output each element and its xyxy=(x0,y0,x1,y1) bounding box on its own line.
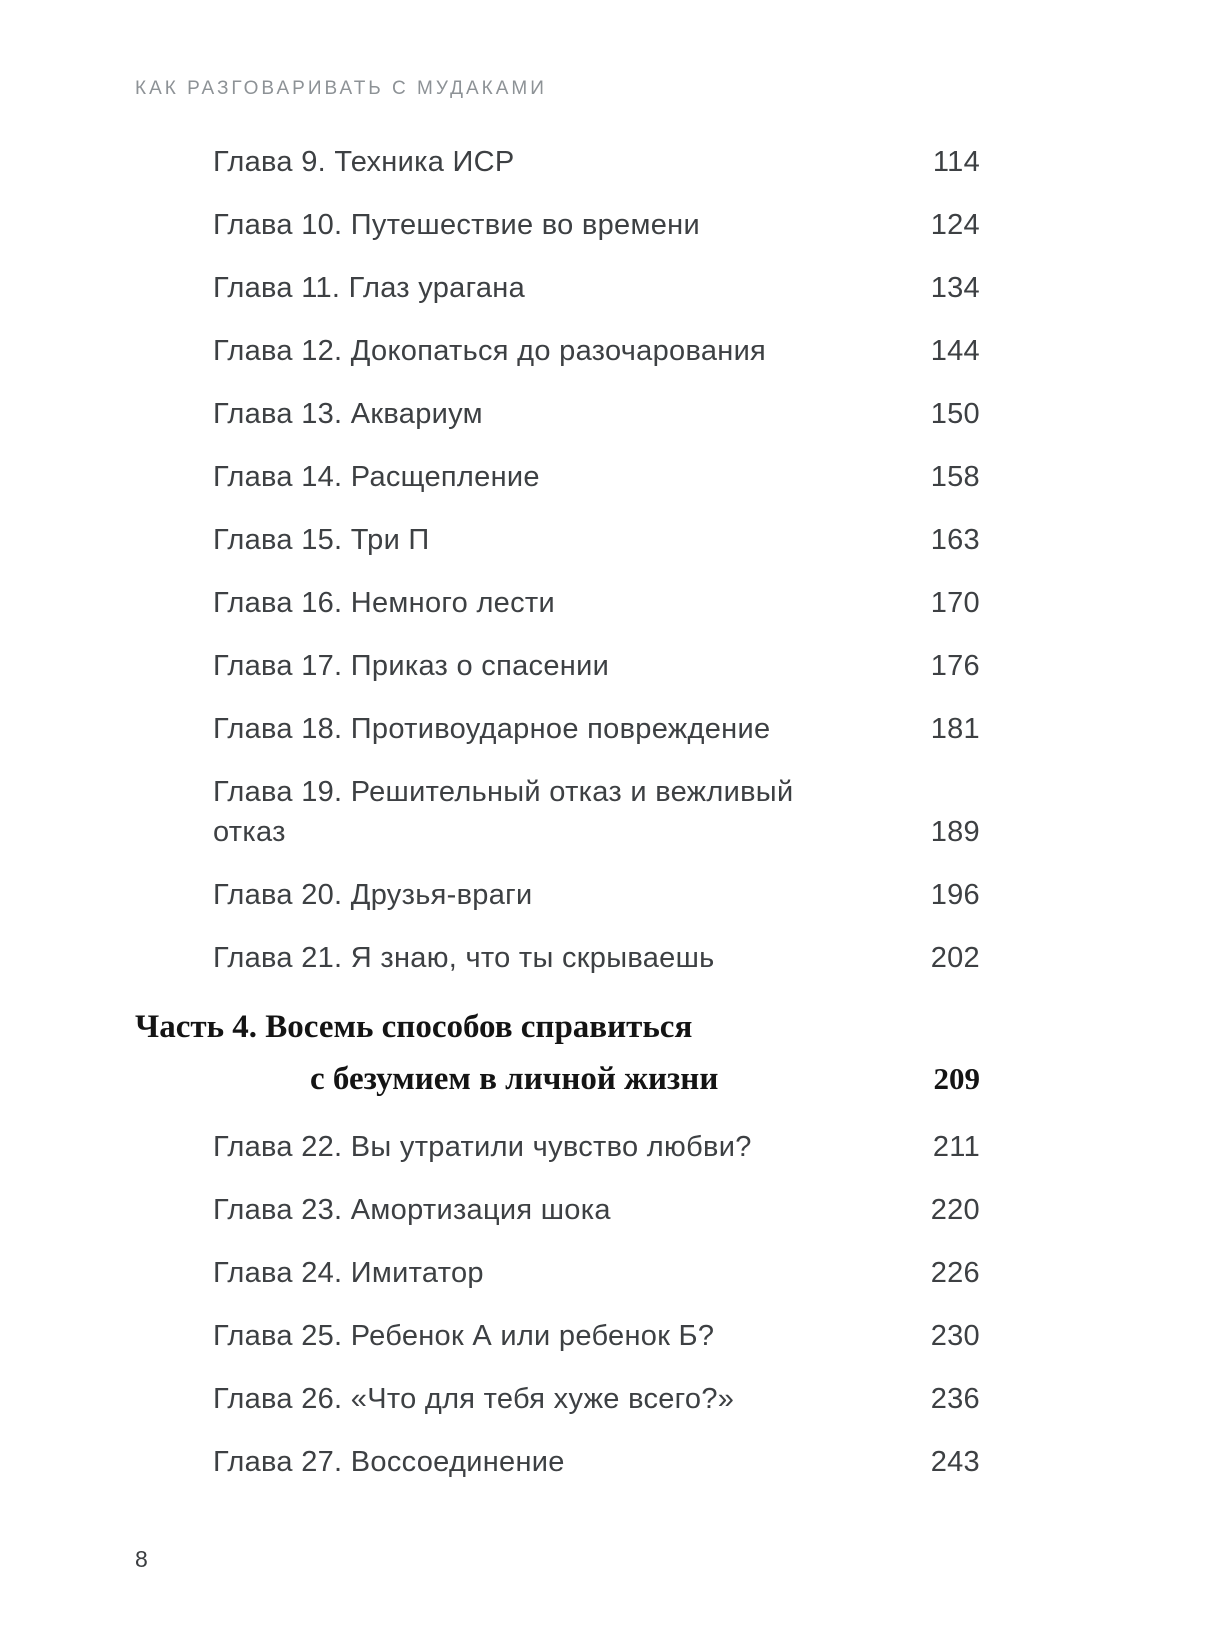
toc-entry-page: 226 xyxy=(930,1257,980,1289)
toc-entry-page: 181 xyxy=(930,713,980,745)
toc-entry-page: 114 xyxy=(932,146,980,178)
toc-entry xyxy=(213,1442,980,1482)
toc-entry-page: 124 xyxy=(930,209,980,241)
toc-entry xyxy=(213,1190,980,1230)
toc-entry xyxy=(213,1316,980,1356)
toc-entry xyxy=(213,709,980,749)
toc-entry xyxy=(213,142,980,182)
toc-entry-page: 236 xyxy=(930,1383,980,1415)
toc-entry-title: Глава 27. Воссоединение xyxy=(213,1446,565,1478)
toc-entry xyxy=(213,205,980,245)
toc-entry-title: Глава 19. Решительный отказ и вежливый отказ xyxy=(213,776,794,848)
toc-entry-page: 196 xyxy=(930,879,980,911)
footer-page-number: 8 xyxy=(135,1546,148,1572)
part-heading-title xyxy=(135,1001,718,1105)
part-heading-line2: с безумием в личной жизни xyxy=(310,1061,719,1097)
toc-entry-title: Глава 21. Я знаю, что ты скрываешь xyxy=(213,942,715,974)
toc-entry xyxy=(213,875,980,915)
part-heading xyxy=(135,1001,980,1105)
toc-entry-page: 144 xyxy=(930,335,980,367)
toc-entry-page: 163 xyxy=(930,524,980,556)
part-heading-page: 209 xyxy=(933,1061,980,1096)
toc-entry-page: 230 xyxy=(930,1320,980,1352)
toc-entry xyxy=(213,1253,980,1293)
toc-entry-title: Глава 26. «Что для тебя хуже всего?» xyxy=(213,1383,735,1415)
toc-entry-title: Глава 25. Ребенок А или ребенок Б? xyxy=(213,1320,715,1352)
toc-entry xyxy=(213,394,980,434)
table-of-contents xyxy=(135,142,980,1505)
toc-entry xyxy=(213,938,980,978)
toc-entry-title: Глава 16. Немного лести xyxy=(213,587,555,619)
toc-entry-page: 176 xyxy=(930,650,980,682)
toc-entry xyxy=(213,331,980,371)
toc-entry-page: 150 xyxy=(930,398,980,430)
toc-entry-title: Глава 9. Техника ИСР xyxy=(213,146,515,178)
toc-entry xyxy=(213,583,980,623)
toc-entry-title: Глава 18. Противоударное повреждение xyxy=(213,713,771,745)
toc-entry-title: Глава 17. Приказ о спасении xyxy=(213,650,610,682)
toc-entry xyxy=(213,1127,980,1167)
toc-entry-title: Глава 23. Амортизация шока xyxy=(213,1194,611,1226)
toc-entry-page: 189 xyxy=(930,816,980,848)
toc-entry-title: Глава 13. Аквариум xyxy=(213,398,483,430)
toc-entry-title: Глава 15. Три П xyxy=(213,524,430,556)
toc-entry xyxy=(213,520,980,560)
toc-entry-title: Глава 22. Вы утратили чувство любви? xyxy=(213,1131,752,1163)
toc-entry-title: Глава 24. Имитатор xyxy=(213,1257,484,1289)
toc-entry-page: 170 xyxy=(930,587,980,619)
toc-entry-title: Глава 11. Глаз урагана xyxy=(213,272,526,304)
running-header: КАК РАЗГОВАРИВАТЬ С МУДАКАМИ xyxy=(135,78,547,99)
toc-entry xyxy=(213,1379,980,1419)
toc-entry xyxy=(213,457,980,497)
toc-entry xyxy=(213,268,980,308)
toc-entry-page: 211 xyxy=(932,1131,980,1163)
toc-entry xyxy=(213,772,980,852)
toc-entry-page: 158 xyxy=(930,461,980,493)
toc-entry-page: 243 xyxy=(930,1446,980,1478)
part-heading-line1: Часть 4. Восемь способов справиться xyxy=(135,1009,693,1045)
toc-entry-page: 220 xyxy=(930,1194,980,1226)
toc-entry-title: Глава 12. Докопаться до разочарования xyxy=(213,335,767,367)
toc-entry-title: Глава 20. Друзья-враги xyxy=(213,879,533,911)
toc-entry-title: Глава 10. Путешествие во времени xyxy=(213,209,700,241)
toc-entry-page: 202 xyxy=(930,942,980,974)
toc-entry xyxy=(213,646,980,686)
toc-entry-page: 134 xyxy=(930,272,980,304)
toc-entry-title: Глава 14. Расщепление xyxy=(213,461,540,493)
